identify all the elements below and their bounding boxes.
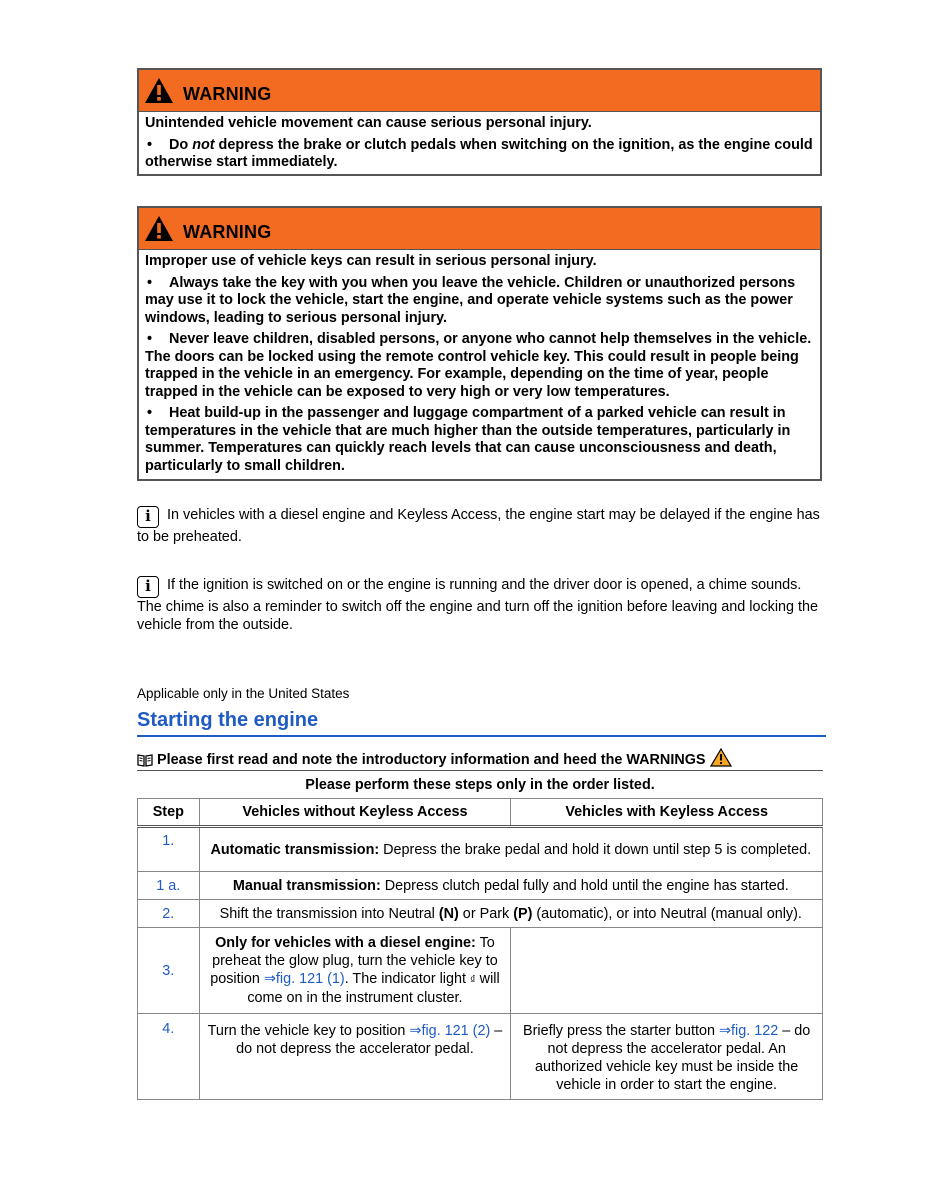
step-text: Only for vehicles with a diesel engine: To preheat the glow plug, turn the vehicle key to position ⇒fig. 121 (1). The indicator light ₫ will come on in the instrument cluster. xyxy=(199,928,511,1014)
info-note-2: i If the ignition is switched on or the engine is running and the driver door is opened, a chime sounds. The chime is also a reminder to switch off the engine and turn off the ignition before leaving and locking the vehicle from the outside. xyxy=(137,577,819,633)
table-row xyxy=(138,928,823,1014)
step-text-empty xyxy=(511,928,823,1014)
warning-intro: Unintended vehicle movement can cause serious personal injury. xyxy=(145,115,592,131)
book-icon xyxy=(137,753,153,767)
table-caption: Please perform these steps only in the order listed. xyxy=(138,772,823,799)
warning-triangle-icon xyxy=(144,77,174,104)
glow-plug-indicator-icon: ₫ xyxy=(470,974,476,986)
column-header-step: Step xyxy=(138,799,200,827)
applicability-note: Applicable only in the United States xyxy=(137,686,350,701)
step-text: Automatic transmission: Depress the brake pedal and hold it down until step 5 is completed. xyxy=(199,827,822,872)
step-text: Shift the transmission into Neutral (N) or Park (P) (automatic), or into Neutral (manual only). xyxy=(199,900,822,928)
warning-box-1 xyxy=(137,68,822,176)
warning-bullet: • Never leave children, disabled persons, or anyone who cannot help themselves in the vehicle. The doors can be locked using the remote control vehicle key. This could result in people being trapped in the vehicle in an emergency. For example, depending on the time of year, people trapped in the vehicle can be exposed to very high or very low temperatures. xyxy=(145,331,812,400)
warning-header xyxy=(139,70,820,112)
warning-box-2 xyxy=(137,206,822,481)
warning-intro: Improper use of vehicle keys can result in serious personal injury. xyxy=(145,253,597,269)
step-number: 2. xyxy=(138,900,200,928)
step-text: Turn the vehicle key to position ⇒fig. 121 (2) – do not depress the accelerator pedal. xyxy=(199,1014,511,1100)
fig-122-link[interactable]: ⇒fig. 122 xyxy=(718,1023,779,1039)
table-row xyxy=(138,872,823,900)
steps-table xyxy=(137,772,823,1100)
step-text: Briefly press the starter button ⇒fig. 122 – do not depress the accelerator pedal. An authorized vehicle key must be inside the vehicle in order to start the engine. xyxy=(511,1014,823,1100)
step-number: 1. xyxy=(138,827,200,872)
table-row xyxy=(138,827,823,872)
step-number: 1 a. xyxy=(138,872,200,900)
fig-121-link[interactable]: ⇒fig. 121 (1) xyxy=(263,971,345,987)
warning-bullet: • Heat build-up in the passenger and luggage compartment of a parked vehicle can result in temperatures in the vehicle that are much higher than the outside temperatures, particularly in summer. Temperatures can quickly reach levels that can cause unconsciousness and death, particularly to small children. xyxy=(145,405,791,474)
step-text: Manual transmission: Depress clutch pedal fully and hold until the engine has started. xyxy=(199,872,822,900)
warning-bullet: • Always take the key with you when you leave the vehicle. Children or unauthorized persons may use it to lock the vehicle, start the engine, and operate vehicle systems such as the power windows, leading to serious personal injury. xyxy=(145,274,796,326)
column-header-with-keyless: Vehicles with Keyless Access xyxy=(511,799,823,827)
warning-header xyxy=(139,208,820,250)
read-first-line: Please first read and note the introductory information and heed the WARNINGS xyxy=(137,748,823,771)
warning-title: WARNING xyxy=(183,222,272,242)
warning-title: WARNING xyxy=(183,84,272,104)
fig-121-link[interactable]: ⇒fig. 121 (2) xyxy=(409,1023,491,1039)
step-number: 4. xyxy=(138,1014,200,1100)
section-heading: Starting the engine xyxy=(137,708,826,737)
column-header-without-keyless: Vehicles without Keyless Access xyxy=(199,799,511,827)
info-icon: i xyxy=(137,506,159,528)
table-row xyxy=(138,900,823,928)
info-icon: i xyxy=(137,576,159,598)
warning-triangle-icon xyxy=(144,215,174,242)
step-number: 3. xyxy=(138,928,200,1014)
table-row xyxy=(138,1014,823,1100)
warning-triangle-icon[interactable] xyxy=(710,748,732,767)
info-note-1: i In vehicles with a diesel engine and Keyless Access, the engine start may be delayed if the engine has to be preheated. xyxy=(137,507,820,545)
warning-bullet: • Do not depress the brake or clutch pedals when switching on the ignition, as the engine could otherwise start immediately. xyxy=(145,136,813,170)
